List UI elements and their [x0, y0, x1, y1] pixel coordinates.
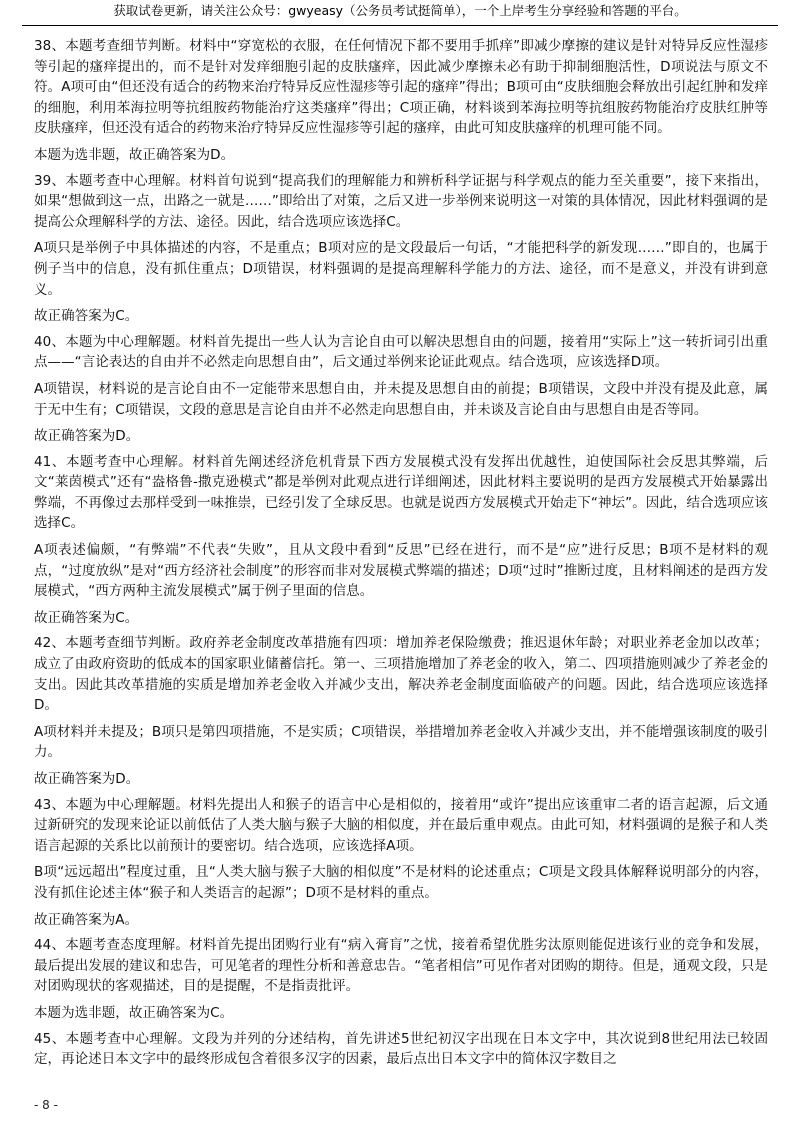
paragraph-q41-answer: 故正确答案为C。: [34, 609, 139, 626]
paragraph-q40-options: A项错误，材料说的是言论自由不一定能带来思想自由，并未提及思想自由的前提；B项错误，文段中并没有提及此意，属于无中生有；C项错误，文段的意思是言论自由并不必然走向思想自由，并未谈及言论自由与思想自由是否等同。: [34, 380, 768, 418]
paragraph-q39-analysis: 39、本题考查中心理解。材料首句说到“提高我们的理解能力和辨析科学证据与科学观点的能力至关重要”，接下来指出，如果“想做到这一点，出路之一就是……”即给出了对策，之后又进一步举例来说明这一对策的具体情况，因此材料强调的是提高公众理解科学的方法、途径。因此，结合选项应该选择C。: [34, 172, 768, 230]
paragraph-q43-analysis: 43、本题为中心理解题。材料先提出人和猴子的语言中心是相似的，接着用“或许”提出应该重审二者的语言起源，后文通过新研究的发现来论证以前低估了人类大脑与猴子大脑的相似度，并在最后重申观点。由此可知，材料强调的是猴子和人类语言起源的关系比以前预计的要密切。结合选项，应该选择A项。: [34, 796, 768, 854]
paragraph-q38-analysis: 38、本题考查细节判断。材料中“穿宽松的衣服，在任何情况下都不要用手抓痒”即减少摩擦的建议是针对特异反应性湿疹等引起的瘙痒提出的，而不是针对发痒细胞引起的皮肤瘙痒，因此减少摩擦未必有助于抑制细胞活性，D项说法与原文不符。A项可由“但还没有适合的药物来治疗特异反应性湿疹等引起的瘙痒”得出；B项可由“皮肤细胞会释放出引起红肿和发痒的细胞，利用苯海拉明等抗组胺药物能治疗这类瘙痒”得出；C项正确，材料谈到苯海拉明等抗组胺药物能治疗皮肤红肿等皮肤瘙痒，但还没有适合的药物来治疗特异反应性湿疹等引起的瘙痒，由此可知皮肤瘙痒的机理可能不同。: [34, 38, 768, 137]
paragraph-q41-analysis: 41、本题考查中心理解。材料首先阐述经济危机背景下西方发展模式没有发挥出优越性，迫使国际社会反思其弊端，后文“莱茵模式”还有“盎格鲁-撒克逊模式”都是举例对此观点进行详细阐述，因此材料主要说明的是西方发展模式开始暴露出弊端，不再像过去那样受到一味推崇，已经引发了全球反思。也就是说西方发展模式开始走下“神坛”。因此，结合选项应该选择C。: [34, 453, 768, 532]
paragraph-q39-answer: 故正确答案为C。: [34, 308, 139, 325]
paragraph-q43-options: B项“远远超出”程度过重，且“人类大脑与猴子大脑的相似度”不是材料的论述重点；C项是文段具体解释说明部分的内容，没有抓住论述主体“猴子和人类语言的起源”；D项不是材料的重点。: [34, 864, 768, 901]
paragraph-q45-analysis: 45、本题考查中心理解。文段为并列的分述结构，首先讲述5世纪初汉字出现在日本文字中，其次说到8世纪用法已较固定，再论述日本文字中的最终形成包含着很多汉字的因素，最后点出日本文字中的简体汉字数目之: [34, 1030, 768, 1068]
paragraph-q42-options: A项材料并未提及；B项只是第四项措施，不是实质；C项错误，举措增加养老金收入并减少支出，并不能增强该制度的吸引力。: [34, 723, 768, 761]
paragraph-q44-answer: 本题为选非题，故正确答案为C。: [34, 1004, 234, 1021]
header-divider: [22, 25, 778, 26]
paragraph-q41-options: A项表述偏颇，“有弊端”不代表“失败”，且从文段中看到“反思”已经在进行，而不是“应”进行反思；B项不是材料的观点，“过度放纵”是对“西方经济社会制度”的形容而非对发展模式弊端的描述；D项“过时”推断过度，且材料阐述的是西方发展模式，“西方两种主流发展模式”属于例子里面的信息。: [34, 542, 768, 600]
answer-explanations: [34, 36, 768, 1076]
header-text: 获取试卷更新，请关注公众号：gwyeasy（公务员考试挺简单），一个上岸考生分享经验和答题的平台。: [113, 3, 687, 18]
paragraph-q39-options: A项只是举例子中具体描述的内容，不是重点；B项对应的是文段最后一句话，“才能把科学的新发现……”即自的，也属于例子当中的信息，没有抓住重点；D项错误，材料强调的是提高理解科学能力的方法、途径，而不是意义，并没有讲到意义。: [34, 240, 768, 298]
paragraph-q44-analysis: 44、本题考查态度理解。材料首先提出团购行业有“病入膏肓”之忧，接着希望优胜劣汰原则能促进该行业的竞争和发展，最后提出发展的建议和忠告，可见笔者的理性分析和善意忠告。“笔者相信”可见作者对团购的期待。但是，通观文段，只是对团购现状的客观描述，目的是提醒，不是指责批评。: [34, 937, 768, 995]
page-number: - 8 -: [34, 1098, 58, 1112]
page-header: [0, 0, 800, 26]
paragraph-q40-analysis: 40、本题为中心理解题。材料首先提出一些人认为言论自由可以解决思想自由的问题，接着用“实际上”这一转折词引出重点——“言论表达的自由并不必然走向思想自由”，后文通过举例来论证此观点。结合选项，应该选择D项。: [34, 333, 768, 371]
paragraph-q40-answer: 故正确答案为D。: [34, 428, 140, 445]
paragraph-q38-answer: 本题为选非题，故正确答案为D。: [34, 146, 235, 163]
paragraph-q42-answer: 故正确答案为D。: [34, 771, 140, 787]
paragraph-q42-analysis: 42、本题考查细节判断。政府养老金制度改革措施有四项：增加养老保险缴费；推迟退休年龄；对职业养老金加以改革；成立了由政府资助的低成本的国家职业储蓄信托。第一、三项措施增加了养老金的收入，第二、四项措施则减少了养老金的支出。因此其改革措施的实质是增加养老金收入并减少支出，解决养老金制度面临破产的问题。因此，结合选项应该选择D。: [34, 635, 768, 714]
paragraph-q43-answer: 故正确答案为A。: [34, 911, 139, 928]
